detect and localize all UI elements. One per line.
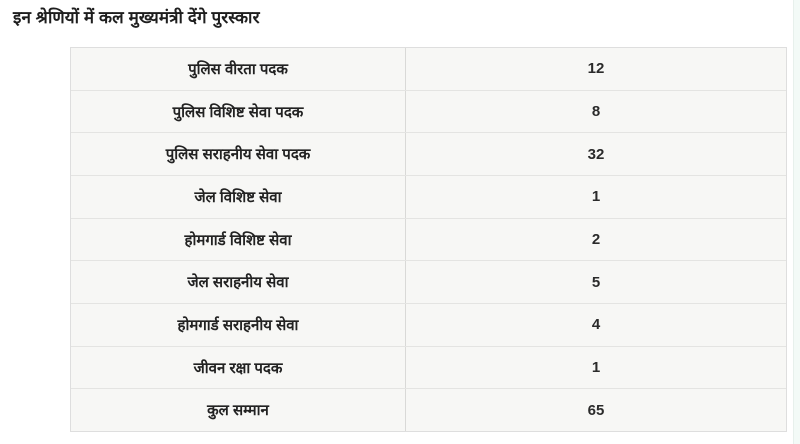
page-title: इन श्रेणियों में कल मुख्यमंत्री देंगे पुरस्कार (13, 8, 260, 27)
category-cell: होमगार्ड सराहनीय सेवा (71, 304, 406, 346)
table-row (71, 389, 786, 431)
table-row (71, 261, 786, 304)
category-cell: पुलिस सराहनीय सेवा पदक (71, 133, 406, 175)
category-cell: पुलिस विशिष्ट सेवा पदक (71, 91, 406, 133)
count-cell: 4 (406, 304, 786, 346)
table-row (71, 176, 786, 219)
table-row (71, 91, 786, 134)
table-row (71, 219, 786, 262)
category-cell: पुलिस वीरता पदक (71, 48, 406, 90)
category-cell: जेल विशिष्ट सेवा (71, 176, 406, 218)
count-cell: 65 (406, 389, 786, 431)
count-cell: 2 (406, 219, 786, 261)
count-cell: 1 (406, 176, 786, 218)
category-cell: कुल सम्मान (71, 389, 406, 431)
category-cell: जीवन रक्षा पदक (71, 347, 406, 389)
table-row (71, 48, 786, 91)
count-cell: 32 (406, 133, 786, 175)
right-edge-band (793, 0, 800, 444)
count-cell: 1 (406, 347, 786, 389)
table-row (71, 304, 786, 347)
count-cell: 8 (406, 91, 786, 133)
category-cell: जेल सराहनीय सेवा (71, 261, 406, 303)
table-row (71, 133, 786, 176)
table-row (71, 347, 786, 390)
count-cell: 12 (406, 48, 786, 90)
awards-table (70, 47, 787, 432)
count-cell: 5 (406, 261, 786, 303)
category-cell: होमगार्ड विशिष्ट सेवा (71, 219, 406, 261)
